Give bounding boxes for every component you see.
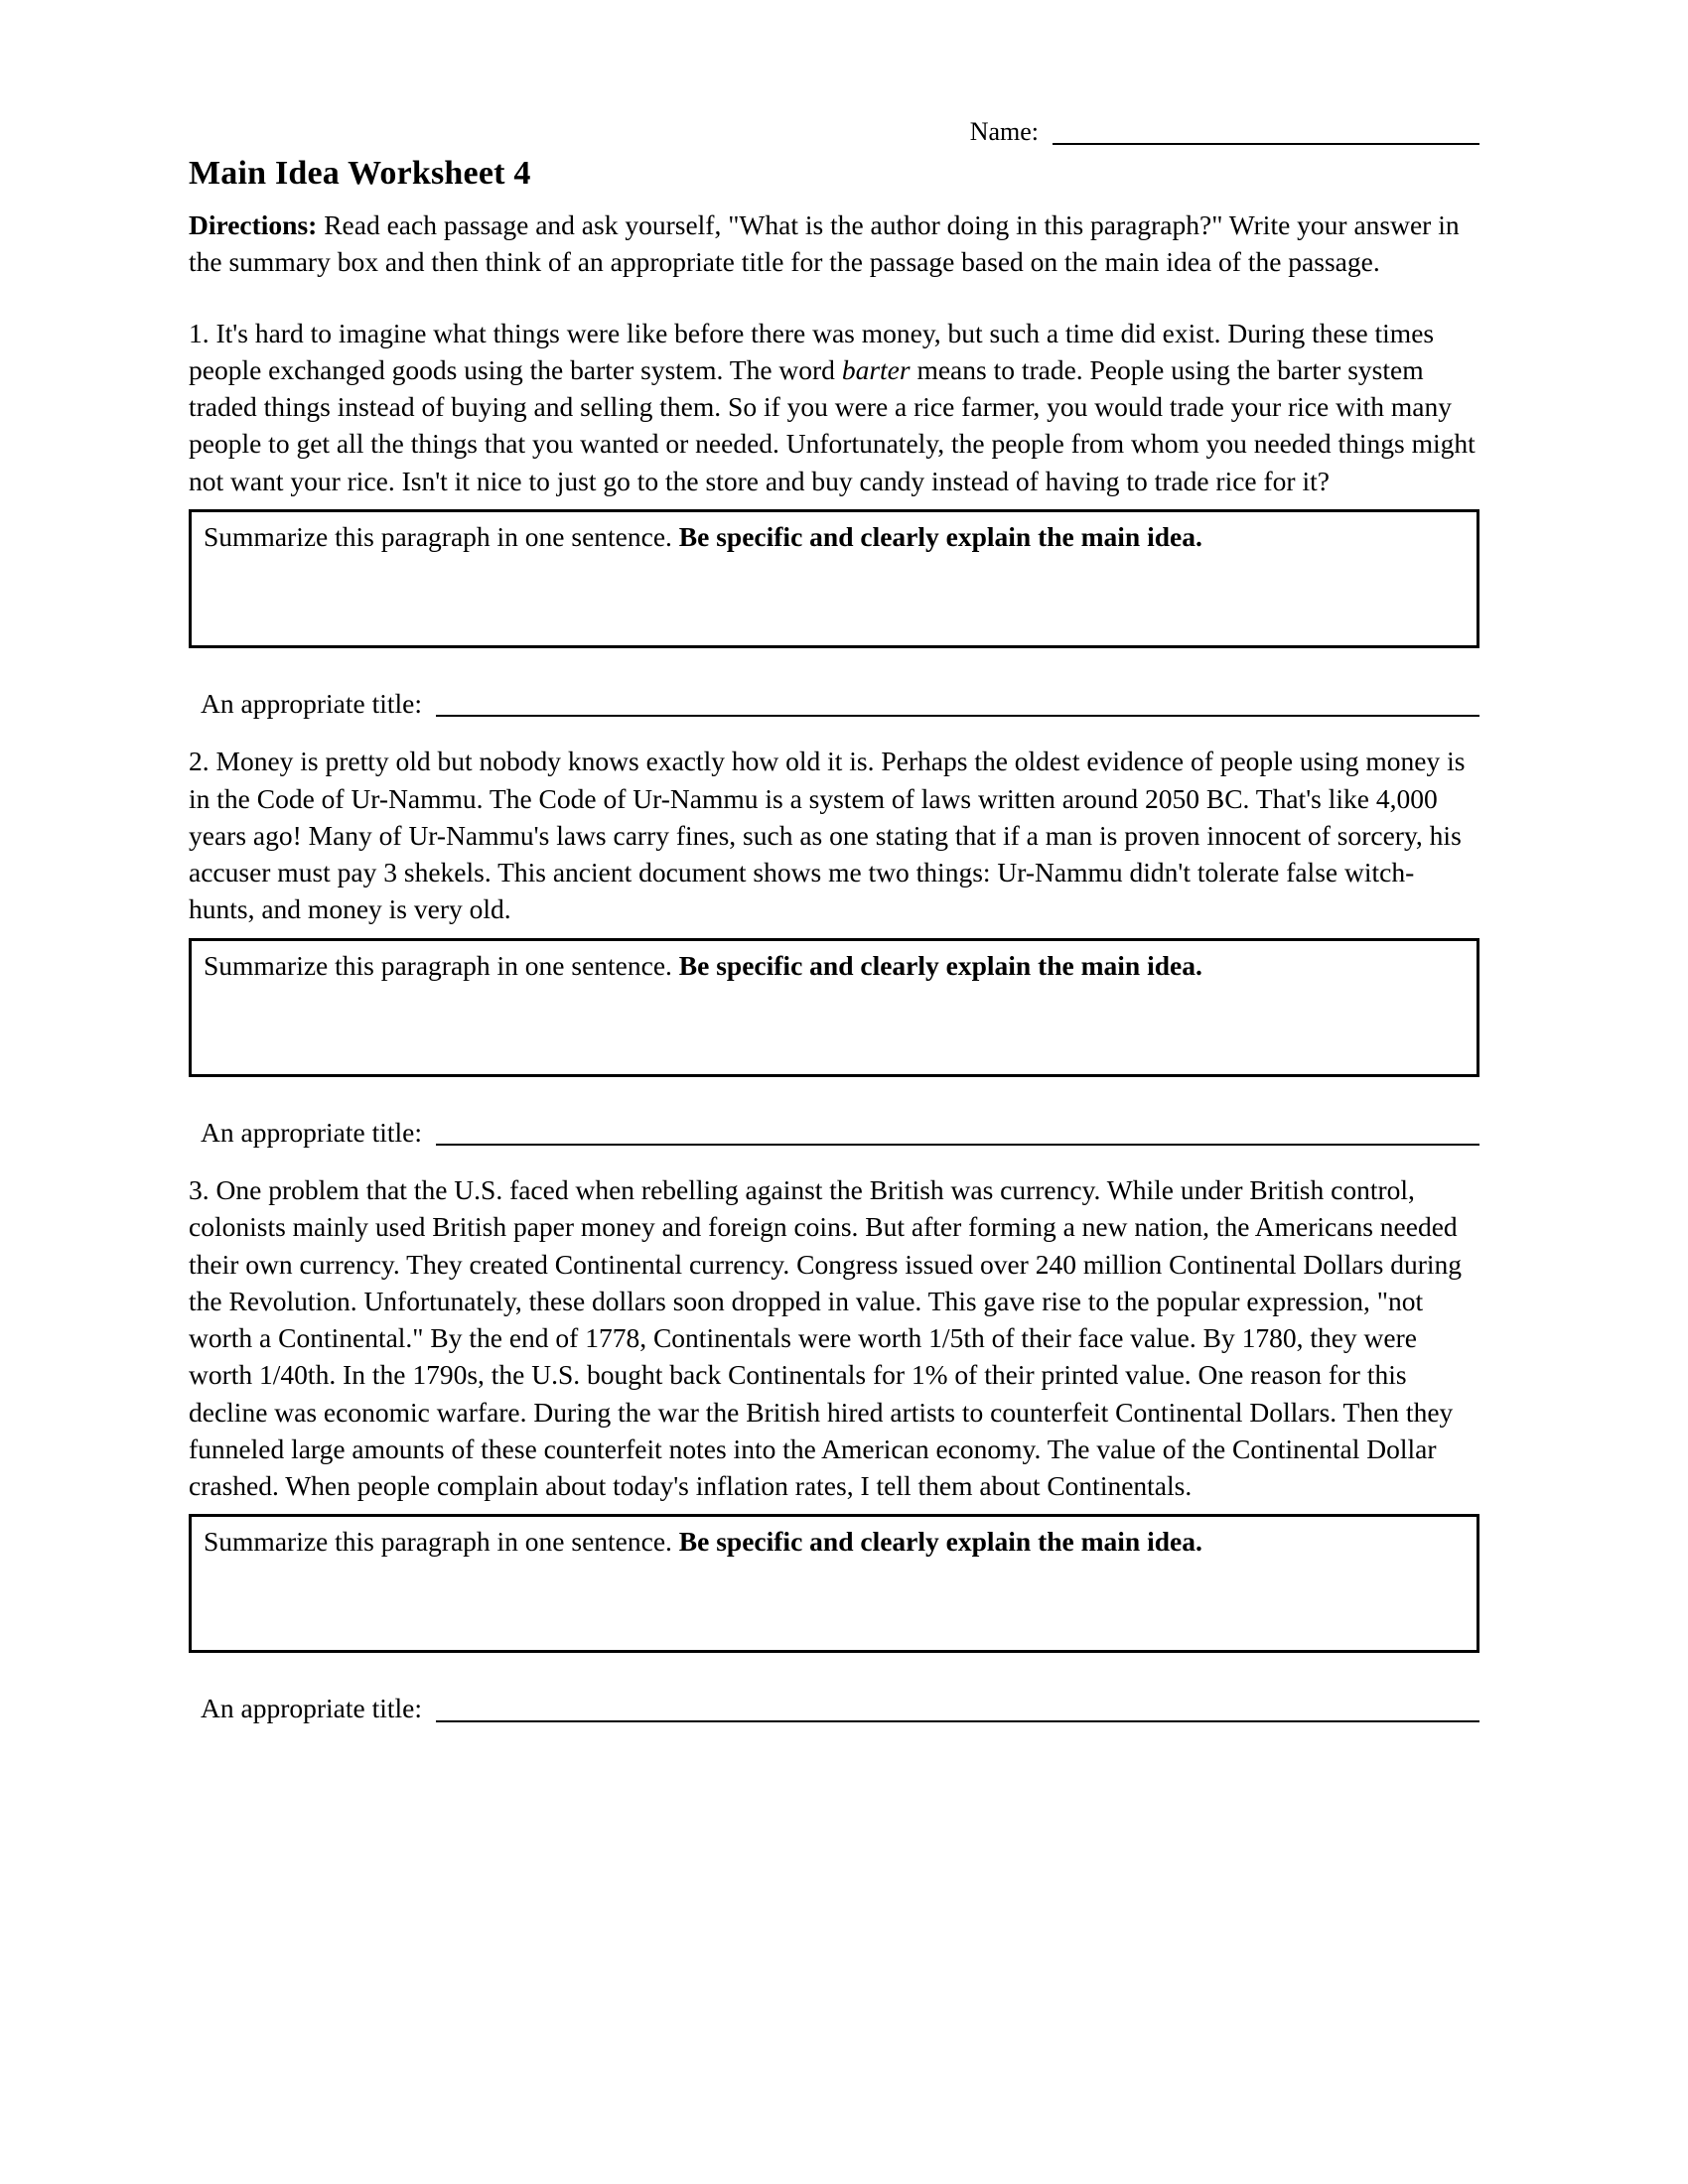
- directions-text: Read each passage and ask yourself, "What is the author doing in this paragraph?" Write your answer in the summary box and then think of an appropriate title for the passage based on the main idea of the passage.: [189, 209, 1460, 278]
- name-field-row: [189, 119, 1479, 145]
- name-label: Name:: [969, 117, 1039, 146]
- appropriate-title-row: [201, 687, 1479, 719]
- summary-prompt-regular: Summarize this paragraph in one sentence.: [204, 1526, 679, 1558]
- summary-prompt-regular: Summarize this paragraph in one sentence.: [204, 949, 679, 981]
- summary-box[interactable]: [189, 509, 1479, 648]
- passage-number: 3.: [189, 1174, 210, 1205]
- summary-prompt: [204, 1525, 1465, 1558]
- appropriate-title-row: [201, 1116, 1479, 1148]
- passage-number: 2.: [189, 746, 210, 777]
- passage-italic-term: barter: [841, 353, 911, 385]
- summary-prompt: [204, 949, 1465, 982]
- page-title: Main Idea Worksheet 4: [189, 155, 531, 192]
- appropriate-title-label: An appropriate title:: [201, 1116, 422, 1148]
- summary-prompt-bold: Be specific and clearly explain the main idea.: [678, 949, 1202, 981]
- passage-paragraph: [189, 743, 1479, 927]
- passage-section-2: [189, 743, 1479, 1146]
- summary-prompt: [204, 520, 1465, 553]
- passage-text-part1: Money is pretty old but nobody knows exactly how old it is. Perhaps the oldest evidence of people using money is in the Code of Ur-Nammu. The Code of Ur-Nammu is a system of laws written around 2050 BC. That's like 4,000 years ago! Many of Ur-Nammu's laws carry fines, such as one stating that if a man is proven innocent of sorcery, his accuser must pay 3 shekels. This ancient document shows me two things: Ur-Nammu didn't tolerate false witch-hunts, and money is very old.: [189, 746, 1466, 925]
- summary-prompt-regular: Summarize this paragraph in one sentence.: [204, 520, 679, 552]
- passage-paragraph: [189, 315, 1479, 499]
- passage-text-part1: It's hard to imagine what things were like before there was money, but such a time did exist. During these times people exchanged goods using the barter system. The word: [189, 317, 1435, 385]
- directions-paragraph: [189, 206, 1479, 281]
- appropriate-title-label: An appropriate title:: [201, 1693, 422, 1724]
- appropriate-title-input-line[interactable]: [436, 1124, 1479, 1146]
- appropriate-title-input-line[interactable]: [436, 1701, 1479, 1722]
- worksheet-body: [189, 119, 1479, 1732]
- passage-section-3: [189, 1171, 1479, 1722]
- passage-paragraph: [189, 1171, 1479, 1504]
- passage-text-part2: means to trade. People using the barter system traded things instead of buying and selling them. So if you were a rice farmer, you would trade your rice with many people to get all the things that you wanted or needed. Unfortunately, the people from whom you needed things might not want your rice. Isn't it nice to just go to the store and buy candy instead of having to trade rice for it?: [189, 353, 1476, 496]
- passage-text-part1: One problem that the U.S. faced when rebelling against the British was currency. While under British control, colonists mainly used British paper money and foreign coins. But after forming a new nation, the Americans needed their own currency. They created Continental currency. Congress issued over 240 million Continental Dollars during the Revolution. Unfortunately, these dollars soon dropped in value. This gave rise to the popular expression, "not worth a Continental." By the end of 1778, Continentals were worth 1/5th of their face value. By 1780, they were worth 1/40th. In the 1790s, the U.S. bought back Continentals for 1% of their printed value. One reason for this decline was economic warfare. During the war the British hired artists to counterfeit Continental Dollars. Then they funneled large amounts of these counterfeit notes into the American economy. The value of the Continental Dollar crashed. When people complain about today's inflation rates, I tell them about Continentals.: [189, 1174, 1462, 1501]
- appropriate-title-row: [201, 1695, 1479, 1722]
- summary-box[interactable]: [189, 1514, 1479, 1653]
- passage-number: 1.: [189, 317, 210, 348]
- directions-label: Directions:: [189, 209, 318, 240]
- name-input-line[interactable]: [1053, 121, 1479, 145]
- summary-box[interactable]: [189, 938, 1479, 1077]
- summary-prompt-bold: Be specific and clearly explain the main idea.: [678, 520, 1202, 552]
- appropriate-title-input-line[interactable]: [436, 695, 1479, 717]
- appropriate-title-label: An appropriate title:: [201, 687, 422, 719]
- passage-section-1: [189, 315, 1479, 718]
- summary-prompt-bold: Be specific and clearly explain the main idea.: [678, 1526, 1202, 1558]
